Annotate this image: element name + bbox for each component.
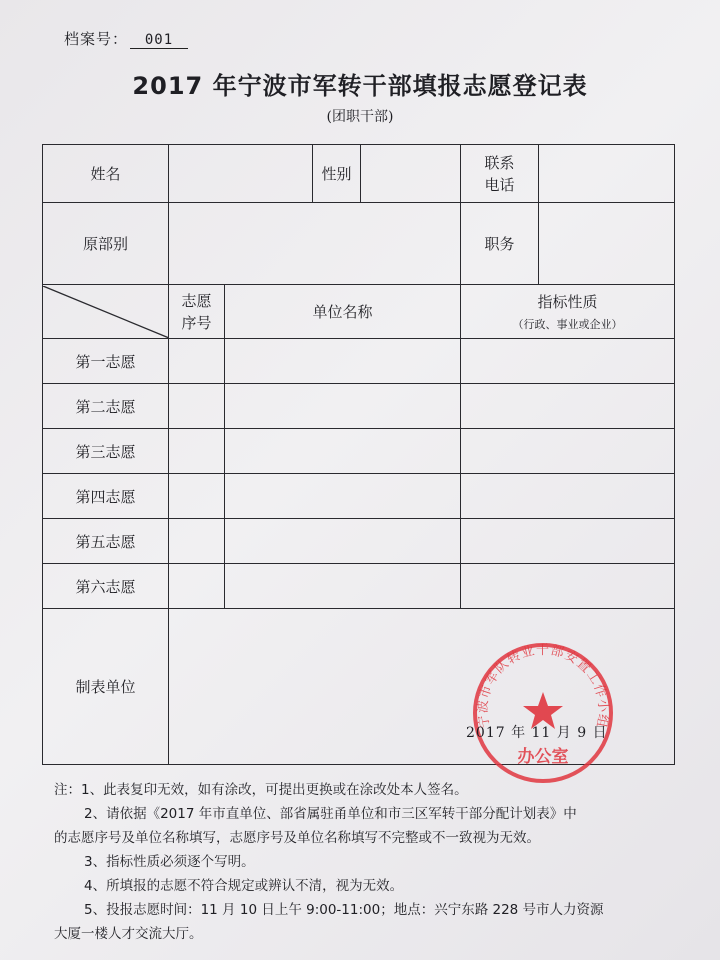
seq-cell[interactable] (169, 519, 225, 564)
note-line: 大厦一楼人才交流大厅。 (54, 926, 203, 942)
gender-field[interactable] (361, 145, 461, 203)
note-line: 的志愿序号及单位名称填写，志愿序号及单位名称填写不完整或不一致视为无效。 (54, 830, 540, 846)
diagonal-line (43, 286, 169, 338)
file-number-value: 001 (130, 32, 188, 49)
note-line: 5、投报志愿时间：11 月 10 日上午 9:00-11:00；地点：兴宁东路 228 号市人力资源 (84, 902, 604, 918)
choice-label: 第三志愿 (43, 429, 169, 474)
nature-cell[interactable] (461, 384, 675, 429)
unit-name-cell[interactable] (225, 429, 461, 474)
choice-label: 第二志愿 (43, 384, 169, 429)
issue-date: 2017 年 11 月 9 日 (466, 725, 608, 741)
notes (54, 778, 684, 946)
page-subtitle: (团职干部) (326, 109, 394, 125)
unit-name-cell[interactable] (225, 474, 461, 519)
unit-name-cell[interactable] (225, 384, 461, 429)
choice-label: 第五志愿 (43, 519, 169, 564)
choice-label: 第六志愿 (43, 564, 169, 609)
file-number (64, 28, 188, 49)
name-label: 姓名 (43, 145, 169, 203)
svg-text:宁波市军队转业干部安置工作小组: 宁波市军队转业干部安置工作小组 (475, 642, 611, 730)
nature-cell[interactable] (461, 564, 675, 609)
page-title: 2017 年宁波市军转干部填报志愿登记表 (132, 72, 588, 100)
unit-name-header: 单位名称 (225, 285, 461, 339)
note-line: 4、所填报的志愿不符合规定或辨认不清，视为无效。 (84, 878, 404, 894)
note-line: 注：1、此表复印无效，如有涂改，可提出更换或在涂改处本人签名。 (54, 782, 468, 798)
seq-cell[interactable] (169, 564, 225, 609)
unit-label: 原部别 (43, 203, 169, 285)
seq-cell[interactable] (169, 384, 225, 429)
unit-name-cell[interactable] (225, 339, 461, 384)
contact-field[interactable] (539, 145, 675, 203)
gender-label: 性别 (313, 145, 361, 203)
issuer-label: 制表单位 (43, 609, 169, 765)
nature-cell[interactable] (461, 429, 675, 474)
choice-label: 第四志愿 (43, 474, 169, 519)
post-field[interactable] (539, 203, 675, 285)
unit-name-cell[interactable] (225, 519, 461, 564)
nature-cell[interactable] (461, 474, 675, 519)
seq-header: 志愿 序号 (169, 285, 225, 339)
note-line: 3、指标性质必须逐个写明。 (84, 854, 255, 870)
post-label: 职务 (461, 203, 539, 285)
unit-name-cell[interactable] (225, 564, 461, 609)
unit-field[interactable] (169, 203, 461, 285)
nature-cell[interactable] (461, 519, 675, 564)
seq-cell[interactable] (169, 339, 225, 384)
nature-header: 指标性质 （行政、事业或企业） (461, 285, 675, 339)
note-line: 2、请依据《2017 年市直单位、部省属驻甬单位和市三区军转干部分配计划表》中 (84, 806, 577, 822)
contact-label: 联系 电话 (461, 145, 539, 203)
choice-label: 第一志愿 (43, 339, 169, 384)
diagonal-header-cell (43, 285, 169, 339)
seq-cell[interactable] (169, 474, 225, 519)
svg-text:办公室: 办公室 (517, 747, 569, 767)
name-field[interactable] (169, 145, 313, 203)
file-number-label: 档案号： (64, 30, 129, 48)
nature-cell[interactable] (461, 339, 675, 384)
official-seal-icon (470, 640, 616, 786)
seq-cell[interactable] (169, 429, 225, 474)
